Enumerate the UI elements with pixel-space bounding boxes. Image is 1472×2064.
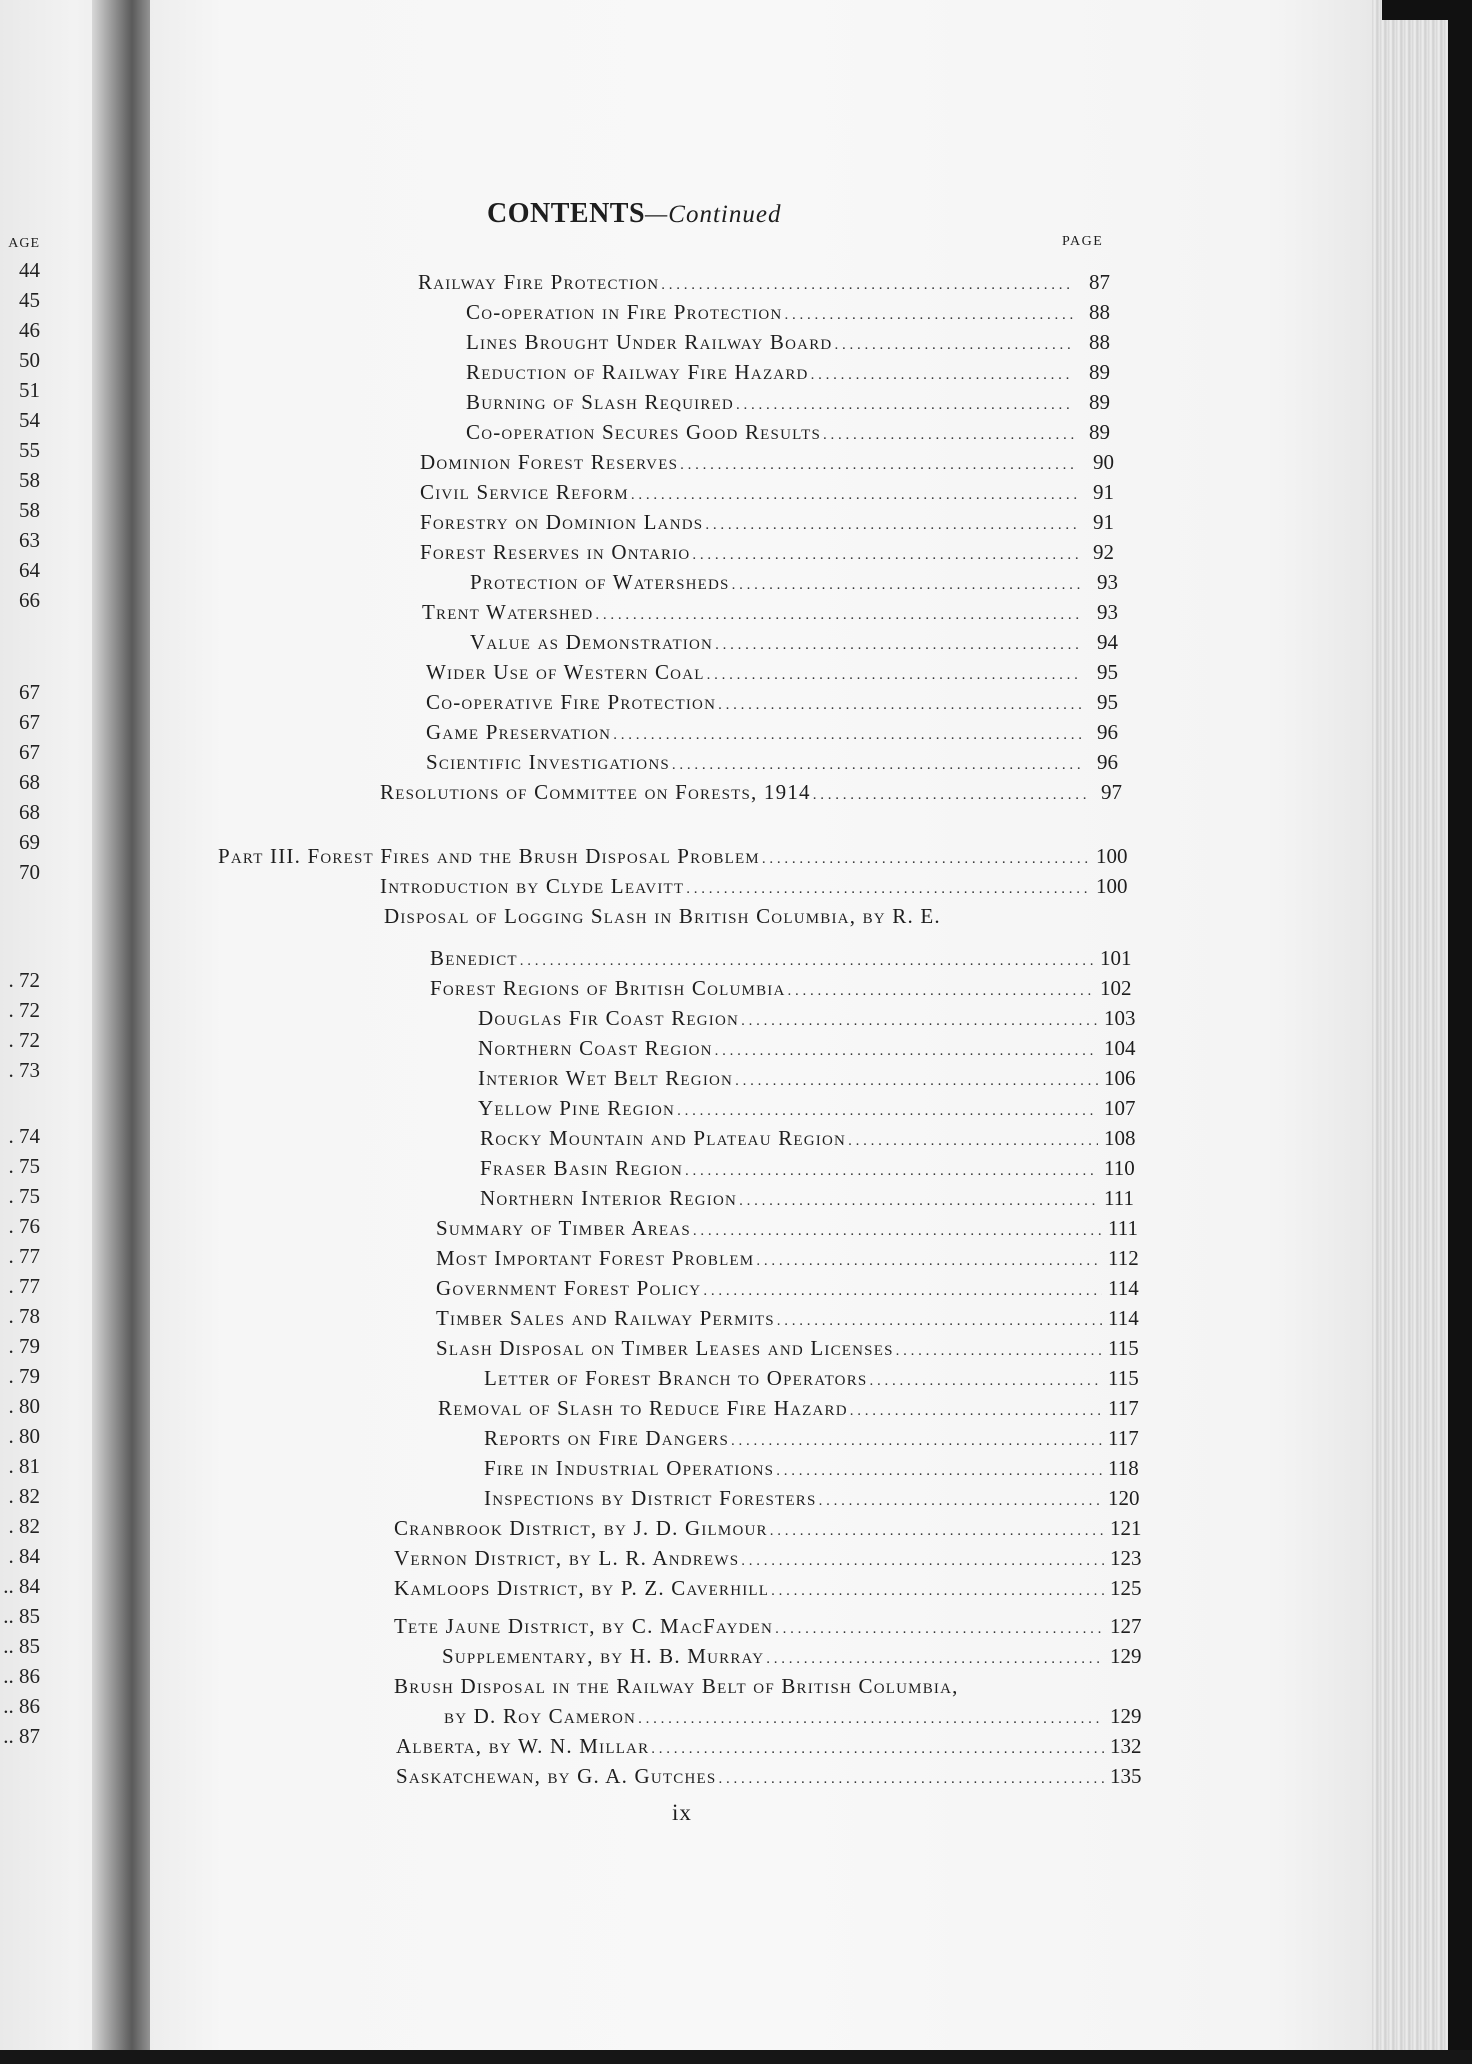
dot-leader xyxy=(672,751,1082,779)
dot-leader xyxy=(718,1765,1104,1793)
toc-entry xyxy=(218,842,1126,870)
toc-entry-page: 88 xyxy=(1089,330,1110,354)
toc-entry xyxy=(484,1364,1138,1392)
toc-entry-page: 112 xyxy=(1108,1246,1139,1270)
dot-leader xyxy=(680,451,1078,479)
toc-entry xyxy=(484,1424,1138,1452)
toc-entry xyxy=(478,1034,1134,1062)
dot-leader xyxy=(775,1615,1104,1643)
toc-entry-page: 94 xyxy=(1097,630,1118,654)
previous-page-number: . 72 xyxy=(8,998,40,1022)
toc-entry-page: 91 xyxy=(1093,480,1114,504)
background-edge xyxy=(1448,0,1472,2064)
toc-entry xyxy=(426,688,1118,716)
dot-leader xyxy=(613,721,1082,749)
page-column-label: PAGE xyxy=(1062,234,1104,249)
toc-entry xyxy=(478,1064,1134,1092)
toc-entry-page: 129 xyxy=(1110,1644,1142,1668)
previous-page-number: 44 xyxy=(19,258,40,282)
toc-entry-page: 106 xyxy=(1104,1066,1136,1090)
toc-entry-page: 92 xyxy=(1093,540,1114,564)
toc-entry-page: 102 xyxy=(1100,976,1132,1000)
toc-entry xyxy=(430,944,1130,972)
toc-entry xyxy=(422,598,1118,626)
toc-entry-page: 96 xyxy=(1097,750,1118,774)
toc-entry-page: 117 xyxy=(1108,1426,1139,1450)
dot-leader xyxy=(677,1097,1098,1125)
toc-entry-title: Co-operation Secures Good Results xyxy=(466,420,822,444)
toc-entry xyxy=(480,1124,1134,1152)
toc-entry xyxy=(380,872,1126,900)
previous-page-number: . 75 xyxy=(8,1184,40,1208)
toc-entry-page: 89 xyxy=(1089,390,1110,414)
toc-entry-title: Protection of Watersheds xyxy=(470,570,730,594)
previous-page-number: 68 xyxy=(19,770,40,794)
toc-entry-page: 114 xyxy=(1108,1276,1139,1300)
toc-entry-title: Burning of Slash Required xyxy=(466,390,734,414)
toc-entry-page: 97 xyxy=(1101,780,1122,804)
toc-entry-title: Game Preservation xyxy=(426,720,612,744)
toc-entry xyxy=(444,1702,1140,1730)
toc-entry-title: Most Important Forest Problem xyxy=(436,1246,755,1270)
dot-leader xyxy=(770,1517,1104,1545)
dot-leader xyxy=(520,947,1094,975)
toc-entry-page: 117 xyxy=(1108,1396,1139,1420)
previous-page-number: 67 xyxy=(19,680,40,704)
dot-leader xyxy=(651,1735,1104,1763)
toc-entry xyxy=(436,1214,1138,1242)
previous-page-number: 55 xyxy=(19,438,40,462)
dot-leader xyxy=(834,331,1074,359)
previous-page-number: . 77 xyxy=(8,1244,40,1268)
toc-entry-page: 110 xyxy=(1104,1156,1135,1180)
toc-entry-page: 132 xyxy=(1110,1734,1142,1758)
toc-entry-page: 115 xyxy=(1108,1336,1139,1360)
toc-entry xyxy=(396,1732,1140,1760)
dot-leader xyxy=(718,691,1082,719)
toc-entry-title: Interior Wet Belt Region xyxy=(478,1066,734,1090)
previous-page-number: . 82 xyxy=(8,1514,40,1538)
dot-leader xyxy=(784,301,1074,329)
previous-page-number: .. 87 xyxy=(3,1724,40,1748)
toc-entry-title: Inspections by District Foresters xyxy=(484,1486,817,1510)
toc-entry-page: 135 xyxy=(1110,1764,1142,1788)
toc-entry xyxy=(394,1544,1140,1572)
toc-entry-title: Forest Reserves in Ontario xyxy=(420,540,691,564)
toc-entry-title: Lines Brought Under Railway Board xyxy=(466,330,833,354)
previous-page-number: 70 xyxy=(19,860,40,884)
toc-entry xyxy=(394,1612,1140,1640)
background-bottom xyxy=(0,2050,1472,2064)
toc-entry xyxy=(420,508,1114,536)
toc-entry-page: 90 xyxy=(1093,450,1114,474)
toc-entry xyxy=(478,1004,1134,1032)
previous-page-number: . 74 xyxy=(8,1124,40,1148)
toc-entry-page: 95 xyxy=(1097,660,1118,684)
toc-entry-title: Reduction of Railway Fire Hazard xyxy=(466,360,809,384)
toc-entry-title: Benedict xyxy=(430,946,518,970)
toc-entry-page: 100 xyxy=(1096,844,1128,868)
previous-page-number: 51 xyxy=(19,378,40,402)
toc-entry-title: Railway Fire Protection xyxy=(418,270,660,294)
toc-entry-title: Disposal of Logging Slash in British Columbia, by R. E. xyxy=(384,904,941,928)
toc-entry-page: 91 xyxy=(1093,510,1114,534)
dot-leader xyxy=(771,1577,1104,1605)
toc-entry-title: Wider Use of Western Coal xyxy=(426,660,705,684)
toc-entry-title: by D. Roy Cameron xyxy=(444,1704,637,1728)
previous-page-number: . 84 xyxy=(8,1544,40,1568)
dot-leader xyxy=(693,1217,1102,1245)
toc-entry-page: 107 xyxy=(1104,1096,1136,1120)
dot-leader xyxy=(731,1427,1102,1455)
toc-entry xyxy=(478,1094,1134,1122)
toc-entry xyxy=(420,478,1114,506)
toc-entry-title: Brush Disposal in the Railway Belt of British Columbia, xyxy=(394,1674,959,1698)
toc-entry-page: 111 xyxy=(1104,1186,1134,1210)
toc-entry-page: 88 xyxy=(1089,300,1110,324)
toc-entry-title: Douglas Fir Coast Region xyxy=(478,1006,740,1030)
toc-entry-page: 96 xyxy=(1097,720,1118,744)
toc-entry-page: 104 xyxy=(1104,1036,1136,1060)
dot-leader xyxy=(813,781,1086,809)
toc-entry-page: 101 xyxy=(1100,946,1132,970)
toc-entry xyxy=(484,1454,1138,1482)
dot-leader xyxy=(686,875,1090,903)
dot-leader xyxy=(735,1067,1098,1095)
dot-leader xyxy=(595,601,1082,629)
background-corner xyxy=(1382,0,1472,20)
toc-entry xyxy=(480,1184,1134,1212)
dot-leader xyxy=(788,977,1094,1005)
toc-entry-page: 123 xyxy=(1110,1546,1142,1570)
toc-entry-title: Alberta, by W. N. Millar xyxy=(396,1734,650,1758)
dot-leader xyxy=(848,1127,1098,1155)
previous-page-number: 58 xyxy=(19,468,40,492)
toc-entry xyxy=(480,1154,1134,1182)
toc-entry xyxy=(426,718,1118,746)
title-main: CONTENTS xyxy=(487,198,646,229)
dot-leader xyxy=(766,1645,1104,1673)
toc-entry-page: 111 xyxy=(1108,1216,1138,1240)
toc-entry xyxy=(484,1484,1138,1512)
toc-entry xyxy=(436,1334,1138,1362)
toc-entry-title: Scientific Investigations xyxy=(426,750,670,774)
toc-entry-page: 93 xyxy=(1097,570,1118,594)
dot-leader xyxy=(705,511,1078,539)
toc-entry-page: 89 xyxy=(1089,420,1110,444)
toc-entry-title: Resolutions of Committee on Forests, 1914 xyxy=(380,780,811,804)
toc-entry xyxy=(438,1394,1138,1422)
toc-entry-title: Cranbrook District, by J. D. Gilmour xyxy=(394,1516,768,1540)
previous-page-number: 45 xyxy=(19,288,40,312)
toc-entry-page: 100 xyxy=(1096,874,1128,898)
toc-entry xyxy=(396,1762,1140,1790)
toc-entry xyxy=(380,778,1122,806)
toc-entry-page: 103 xyxy=(1104,1006,1136,1030)
toc-entry-title: Fraser Basin Region xyxy=(480,1156,683,1180)
toc-entry xyxy=(420,448,1114,476)
dot-leader xyxy=(819,1487,1102,1515)
previous-page-number: . 76 xyxy=(8,1214,40,1238)
previous-page-number: . 72 xyxy=(8,968,40,992)
toc-entry-page: 87 xyxy=(1089,270,1110,294)
toc-entry-page: 95 xyxy=(1097,690,1118,714)
dot-leader xyxy=(732,571,1082,599)
toc-entry-title: Yellow Pine Region xyxy=(478,1096,676,1120)
toc-entry xyxy=(470,568,1118,596)
toc-entry-title: Trent Watershed xyxy=(422,600,594,624)
toc-entry-page: 93 xyxy=(1097,600,1118,624)
toc-entry-page: 129 xyxy=(1110,1704,1142,1728)
previous-page-number: . 80 xyxy=(8,1424,40,1448)
toc-entry xyxy=(466,418,1110,446)
toc-entry-title: Part III. Forest Fires and the Brush Disposal Problem xyxy=(218,844,760,868)
toc-entry xyxy=(418,268,1110,296)
toc-entry xyxy=(436,1244,1138,1272)
toc-entry-title: Fire in Industrial Operations xyxy=(484,1456,775,1480)
toc-entry-title: Value as Demonstration xyxy=(470,630,714,654)
toc-entry-page: 114 xyxy=(1108,1306,1139,1330)
toc-entry-page: 115 xyxy=(1108,1366,1139,1390)
previous-page-number: .. 86 xyxy=(3,1694,40,1718)
toc-entry-title: Kamloops District, by P. Z. Caverhill xyxy=(394,1576,770,1600)
toc-entry-page: 118 xyxy=(1108,1456,1139,1480)
toc-entry-page: 120 xyxy=(1108,1486,1140,1510)
toc-entry-title: Government Forest Policy xyxy=(436,1276,702,1300)
previous-page-number: . 79 xyxy=(8,1334,40,1358)
toc-entry-title: Civil Service Reform xyxy=(420,480,629,504)
toc-entry xyxy=(466,328,1110,356)
dot-leader xyxy=(762,845,1090,873)
dot-leader xyxy=(638,1705,1104,1733)
previous-page-number: . 73 xyxy=(8,1058,40,1082)
previous-page-number: . 72 xyxy=(8,1028,40,1052)
toc-entry xyxy=(420,538,1114,566)
toc-entry xyxy=(430,974,1130,1002)
previous-page-number: . 77 xyxy=(8,1274,40,1298)
toc-entry-title: Northern Interior Region xyxy=(480,1186,738,1210)
dot-leader xyxy=(850,1397,1102,1425)
toc-entry xyxy=(442,1642,1140,1670)
toc-entry xyxy=(466,388,1110,416)
dot-leader xyxy=(741,1007,1098,1035)
dot-leader xyxy=(707,661,1082,689)
toc-entry xyxy=(436,1304,1138,1332)
dot-leader xyxy=(896,1337,1102,1365)
page-number: ix xyxy=(672,1800,692,1825)
dot-leader xyxy=(703,1277,1102,1305)
toc-entry-title: Introduction by Clyde Leavitt xyxy=(380,874,685,898)
dot-leader xyxy=(739,1187,1098,1215)
dot-leader xyxy=(715,1037,1098,1065)
previous-page-number: 63 xyxy=(19,528,40,552)
dot-leader xyxy=(741,1547,1104,1575)
previous-page-number: 50 xyxy=(19,348,40,372)
dot-leader xyxy=(715,631,1082,659)
toc-entry-title: Reports on Fire Dangers xyxy=(484,1426,729,1450)
dot-leader xyxy=(811,361,1074,389)
previous-page-number: . 82 xyxy=(8,1484,40,1508)
toc-entry-title: Co-operation in Fire Protection xyxy=(466,300,783,324)
toc-entry-title: Dominion Forest Reserves xyxy=(420,450,679,474)
previous-page-number: . 81 xyxy=(8,1454,40,1478)
toc-entry xyxy=(470,628,1118,656)
toc-entry-title: Northern Coast Region xyxy=(478,1036,713,1060)
toc-entry xyxy=(426,658,1118,686)
previous-page-number: 67 xyxy=(19,740,40,764)
previous-page-number: . 75 xyxy=(8,1154,40,1178)
dot-leader xyxy=(736,391,1074,419)
toc-entry xyxy=(394,1514,1140,1542)
toc-entry-title: Timber Sales and Railway Permits xyxy=(436,1306,775,1330)
dot-leader xyxy=(692,541,1078,569)
toc-entry-page: 127 xyxy=(1110,1614,1142,1638)
title-continued: —Continued xyxy=(645,201,782,228)
toc-entry-title: Removal of Slash to Reduce Fire Hazard xyxy=(438,1396,848,1420)
dot-leader xyxy=(776,1457,1102,1485)
previous-page-number: . 79 xyxy=(8,1364,40,1388)
dot-leader xyxy=(756,1247,1102,1275)
toc-entry-title: Forest Regions of British Columbia xyxy=(430,976,786,1000)
previous-page-number: 64 xyxy=(19,558,40,582)
dot-leader xyxy=(661,271,1074,299)
previous-page-number: .. 84 xyxy=(3,1574,40,1598)
toc-entry-page: 89 xyxy=(1089,360,1110,384)
toc-entry-title: Co-operative Fire Protection xyxy=(426,690,717,714)
dot-leader xyxy=(869,1367,1102,1395)
previous-page-number: .. 85 xyxy=(3,1634,40,1658)
toc-entry xyxy=(436,1274,1138,1302)
previous-page-number: 46 xyxy=(19,318,40,342)
toc-entry-title: Letter of Forest Branch to Operators xyxy=(484,1366,868,1390)
toc-entry-page: 108 xyxy=(1104,1126,1136,1150)
toc-entry-title: Summary of Timber Areas xyxy=(436,1216,691,1240)
previous-page-number: .. 86 xyxy=(3,1664,40,1688)
previous-page-number: .. 85 xyxy=(3,1604,40,1628)
toc-entry xyxy=(394,1574,1140,1602)
dot-leader xyxy=(685,1157,1098,1185)
previous-page-number: 54 xyxy=(19,408,40,432)
toc-entry-title: Supplementary, by H. B. Murray xyxy=(442,1644,765,1668)
toc-entry-title: Saskatchewan, by G. A. Gutches xyxy=(396,1764,717,1788)
toc-entry-title: Rocky Mountain and Plateau Region xyxy=(480,1126,847,1150)
previous-page-number: 58 xyxy=(19,498,40,522)
toc-entry-title: Vernon District, by L. R. Andrews xyxy=(394,1546,740,1570)
previous-page-number: . 78 xyxy=(8,1304,40,1328)
dot-leader xyxy=(823,421,1074,449)
page-title xyxy=(487,198,781,230)
toc-entry-title: Forestry on Dominion Lands xyxy=(420,510,704,534)
toc-entry-title: Slash Disposal on Timber Leases and Licenses xyxy=(436,1336,894,1360)
toc-entry-page: 125 xyxy=(1110,1576,1142,1600)
toc-entry xyxy=(426,748,1118,776)
dot-leader xyxy=(777,1307,1102,1335)
previous-page-number: 69 xyxy=(19,830,40,854)
previous-page-label: AGE xyxy=(8,236,40,251)
previous-page-number: 68 xyxy=(19,800,40,824)
toc-entry-page: 121 xyxy=(1110,1516,1142,1540)
previous-page-number: . 80 xyxy=(8,1394,40,1418)
previous-page-number: 66 xyxy=(19,588,40,612)
toc-entry xyxy=(466,298,1110,326)
previous-page-number: 67 xyxy=(19,710,40,734)
dot-leader xyxy=(631,481,1078,509)
toc-entry xyxy=(466,358,1110,386)
toc-entry-title: Tete Jaune District, by C. MacFayden xyxy=(394,1614,774,1638)
